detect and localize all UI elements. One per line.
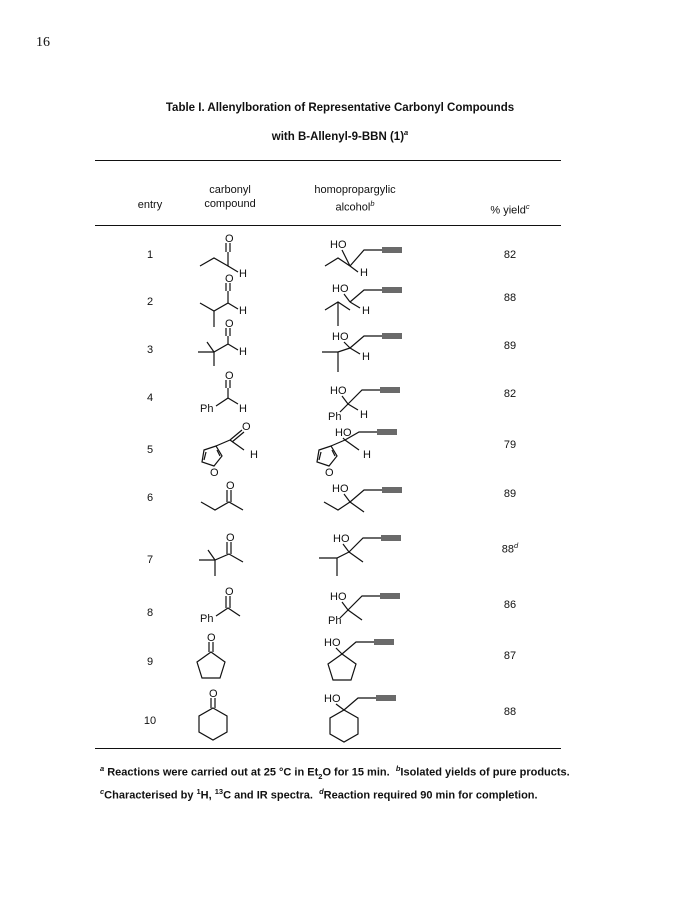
header-yield-label: % yield <box>490 204 526 217</box>
header-carbonyl-line1: carbonyl <box>209 184 251 196</box>
footnote-a-unit: °C in Et <box>279 766 319 779</box>
footnote-c-mark: c <box>100 787 105 796</box>
svg-text:HO: HO <box>332 283 349 295</box>
svg-text:H: H <box>362 351 370 363</box>
yield-8: 86 <box>503 599 517 611</box>
footnote-a-mark: a <box>100 764 105 773</box>
svg-text:HO: HO <box>330 239 347 251</box>
svg-text:HO: HO <box>324 637 341 649</box>
footnote-b-mark: b <box>395 764 401 773</box>
yield-3: 89 <box>503 340 517 352</box>
carbonyl-structure-7 <box>195 532 270 587</box>
alcohol-structure-9 <box>322 634 422 689</box>
entry-10: 10 <box>143 715 157 727</box>
alcohol-structure-8 <box>328 588 428 638</box>
yield-4: 82 <box>503 388 517 400</box>
header-yield <box>470 200 550 218</box>
footnote-c-text3: C and IR spectra. <box>223 789 313 802</box>
footnote-mark-a: a <box>404 128 409 137</box>
carbonyl-structure-3 <box>193 318 268 377</box>
alcohol-structure-2 <box>320 282 420 337</box>
svg-text:O: O <box>210 467 219 479</box>
entry-6: 6 <box>146 492 154 504</box>
svg-text:O: O <box>225 273 234 285</box>
footnote-line-2 <box>100 787 620 802</box>
svg-text:H: H <box>360 409 368 421</box>
svg-text:H: H <box>239 268 247 280</box>
footnote-a-text1: Reactions were carried out at 25 <box>104 766 280 779</box>
entry-7: 7 <box>146 554 154 566</box>
footnote-b-text: Isolated yields of pure products. <box>400 766 570 779</box>
alcohol-structure-1 <box>320 238 420 288</box>
header-carbonyl-line2: compound <box>204 198 256 210</box>
carbonyl-structure-4 <box>200 370 270 424</box>
alcohol-structure-5 <box>313 426 423 486</box>
header-alcohol <box>300 183 410 215</box>
carbonyl-structure-9 <box>195 632 255 682</box>
entry-9: 9 <box>146 656 154 668</box>
footnote-a-sub: 2 <box>318 771 323 781</box>
yield-5: 79 <box>503 439 517 451</box>
svg-text:H: H <box>239 403 247 415</box>
svg-text:HO: HO <box>330 591 347 603</box>
header-rule <box>95 225 561 226</box>
svg-text:O: O <box>225 586 234 598</box>
carbonyl-structure-6 <box>197 480 267 525</box>
table-title-line2: with B-Allenyl-9-BBN (1) <box>271 130 405 143</box>
table-title <box>0 102 680 114</box>
alcohol-structure-7 <box>315 530 415 585</box>
svg-text:O: O <box>325 467 334 479</box>
svg-text:O: O <box>209 688 218 700</box>
yield-7 <box>480 541 540 556</box>
footnote-mark-d: d <box>514 541 519 550</box>
yield-7-value: 88 <box>501 543 515 556</box>
entry-3: 3 <box>146 344 154 356</box>
yield-6: 89 <box>503 488 517 500</box>
yield-10: 88 <box>503 706 517 718</box>
svg-text:HO: HO <box>330 385 347 397</box>
entry-1: 1 <box>146 249 154 261</box>
svg-text:HO: HO <box>324 693 341 705</box>
entry-5: 5 <box>146 444 154 456</box>
table-subtitle <box>0 128 680 143</box>
carbonyl-structure-8 <box>200 586 270 636</box>
svg-text:HO: HO <box>332 331 349 343</box>
page-number: 16 <box>36 35 50 50</box>
footnote-d-mark: d <box>319 787 324 796</box>
footnote-c-sup2: 13 <box>214 787 224 796</box>
svg-text:H: H <box>239 346 247 358</box>
footnote-a-text2: O for 15 min. <box>322 766 390 779</box>
footnote-line-1 <box>100 764 620 781</box>
alcohol-structure-10 <box>322 690 422 750</box>
svg-text:Ph: Ph <box>328 615 342 627</box>
footnote-c-text1: Characterised by <box>104 789 197 802</box>
svg-text:O: O <box>226 480 235 492</box>
yield-1: 82 <box>503 249 517 261</box>
svg-text:O: O <box>225 233 234 245</box>
alcohol-structure-6 <box>320 480 420 525</box>
svg-text:O: O <box>226 532 235 544</box>
yield-2: 88 <box>503 292 517 304</box>
entry-8: 8 <box>146 607 154 619</box>
svg-text:H: H <box>250 449 258 461</box>
top-rule <box>95 160 561 161</box>
svg-text:Ph: Ph <box>200 403 214 415</box>
svg-text:H: H <box>362 305 370 317</box>
yield-9: 87 <box>503 650 517 662</box>
svg-text:O: O <box>242 421 251 433</box>
alcohol-structure-3 <box>318 330 418 385</box>
svg-text:H: H <box>363 449 371 461</box>
svg-text:HO: HO <box>332 483 349 495</box>
svg-text:H: H <box>239 305 247 317</box>
table-title-line1: Table I. Allenylboration of Representative Carbonyl Compounds <box>165 102 515 114</box>
svg-text:HO: HO <box>333 533 350 545</box>
footnote-mark-b: b <box>370 199 375 208</box>
svg-text:H: H <box>360 267 368 279</box>
carbonyl-structure-10 <box>195 688 255 748</box>
footnote-mark-c: c <box>525 202 530 211</box>
svg-text:Ph: Ph <box>328 411 342 423</box>
footnote-c-text2: H, <box>200 789 215 802</box>
svg-text:Ph: Ph <box>200 613 214 625</box>
svg-text:HO: HO <box>335 427 352 439</box>
footnote-d-text: Reaction required 90 min for completion. <box>323 789 538 802</box>
carbonyl-structure-5 <box>198 420 278 480</box>
entry-2: 2 <box>146 296 154 308</box>
header-alcohol-line2: alcohol <box>335 201 371 214</box>
svg-text:O: O <box>225 370 234 382</box>
entry-4: 4 <box>146 392 154 404</box>
footnote-c-sup1: 1 <box>196 787 201 796</box>
svg-text:O: O <box>207 632 216 644</box>
header-carbonyl <box>185 183 275 211</box>
header-alcohol-line1: homopropargylic <box>314 184 396 196</box>
bottom-rule <box>95 748 561 749</box>
svg-text:O: O <box>225 318 234 330</box>
header-entry: entry <box>137 199 163 211</box>
